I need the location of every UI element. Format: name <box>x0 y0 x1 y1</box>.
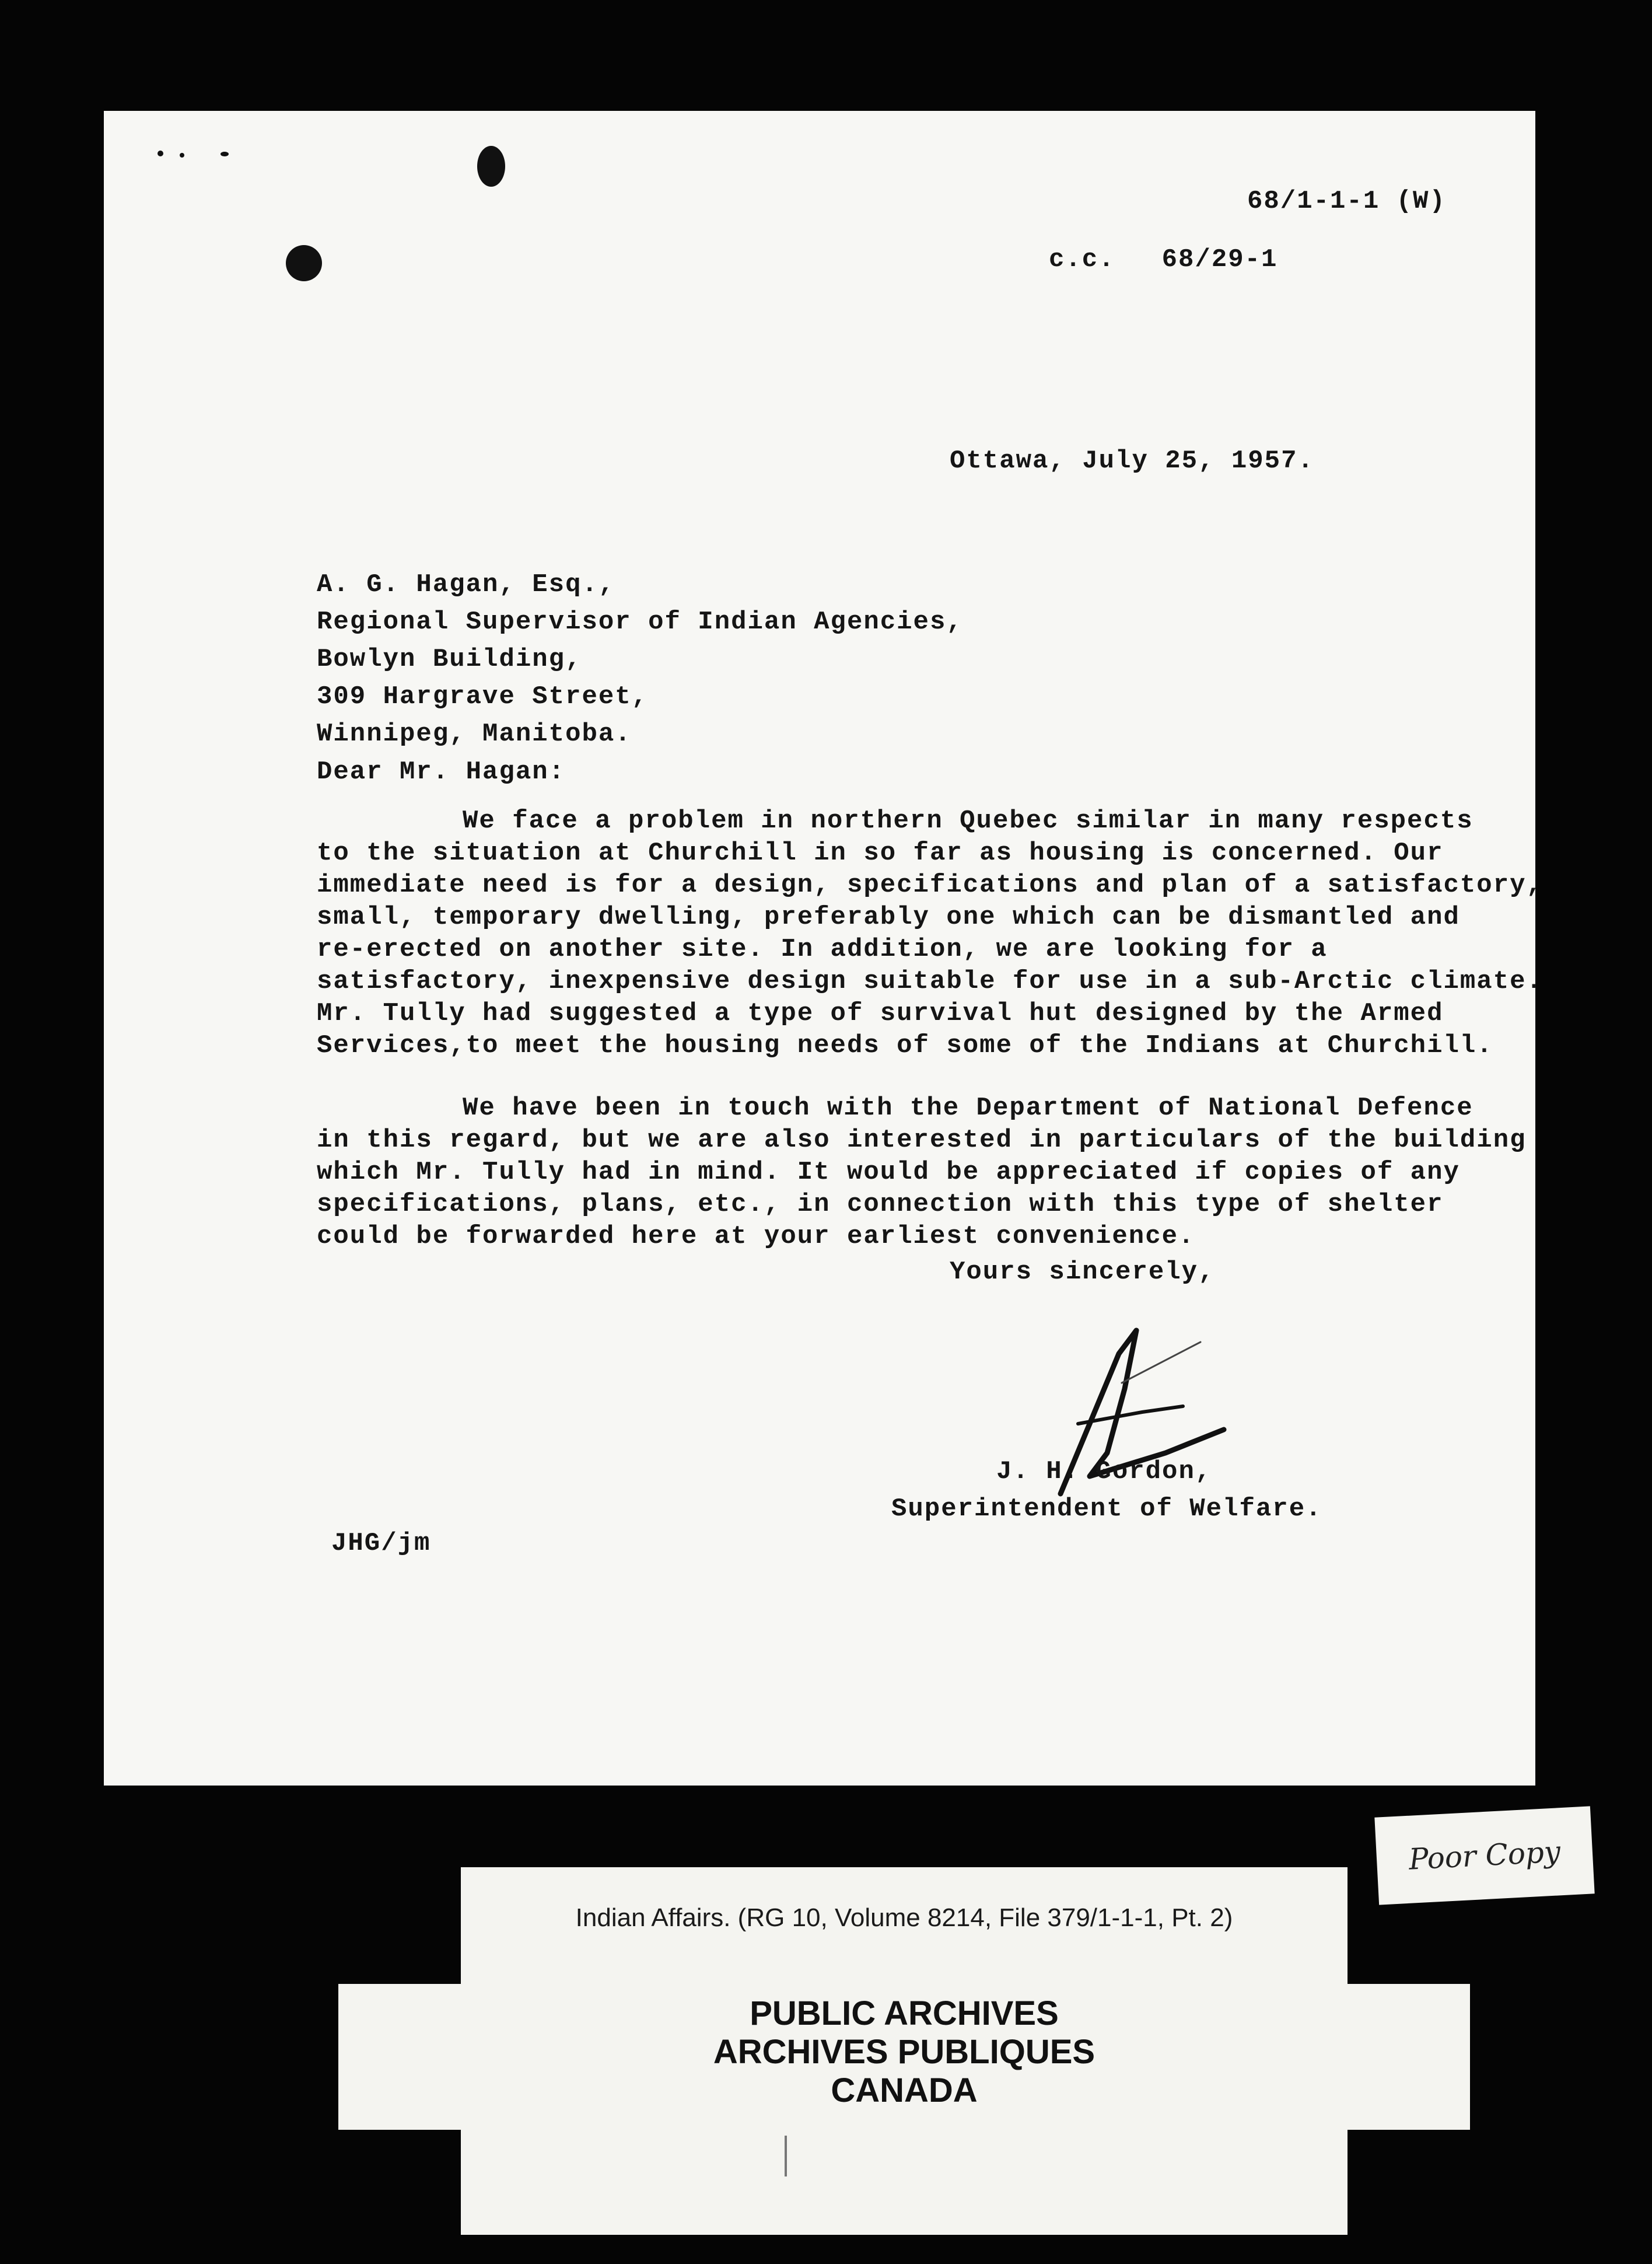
address-line: Winnipeg, Manitoba. <box>317 719 632 749</box>
body-line: Mr. Tully had suggested a type of survival hut designed by the Armed <box>317 999 1444 1028</box>
archive-stamp-line: PUBLIC ARCHIVES <box>750 1994 1059 2032</box>
cc-reference: 68/29-1 <box>1161 245 1278 274</box>
body-line: in this regard, but we are also interested in particulars of the building <box>317 1126 1527 1155</box>
signer-name: J. H. Gordon, <box>996 1457 1212 1486</box>
body-line: could be forwarded here at your earliest convenience. <box>317 1222 1195 1251</box>
body-line: which Mr. Tully had in mind. It would be appreciated if copies of any <box>317 1158 1460 1187</box>
punch-hole-mark <box>286 245 322 281</box>
body-line: small, temporary dwelling, preferably one which can be dismantled and <box>317 903 1460 932</box>
signature-block <box>891 1453 1322 1528</box>
cc-label: c.c. <box>1049 245 1115 274</box>
ink-speck <box>158 151 163 156</box>
signer-title: Superintendent of Welfare. <box>891 1494 1322 1524</box>
body-line: specifications, plans, etc., in connection with this type of shelter <box>317 1190 1444 1219</box>
body-line: Services,to meet the housing needs of some of the Indians at Churchill. <box>317 1031 1493 1060</box>
file-reference: 68/1-1-1 (W) <box>1247 187 1446 216</box>
body-line: We have been in touch with the Department of National Defence <box>463 1093 1474 1123</box>
archive-stamp-line: CANADA <box>831 2071 978 2109</box>
poor-copy-note: Poor Copy <box>1374 1806 1594 1905</box>
archive-caption: Indian Affairs. (RG 10, Volume 8214, File 379/1-1-1, Pt. 2) <box>575 1903 1233 1932</box>
typist-initials: JHG/jm <box>331 1529 431 1558</box>
body-line: immediate need is for a design, specifications and plan of a satisfactory, <box>317 871 1543 900</box>
recipient-address <box>317 566 963 753</box>
ink-speck <box>180 153 184 158</box>
body-line: We face a problem in northern Quebec similar in many respects <box>463 806 1474 836</box>
paragraph-1 <box>317 805 1543 1062</box>
paragraph-2 <box>317 1092 1527 1253</box>
ink-speck <box>220 152 229 156</box>
punch-hole-mark <box>477 146 505 187</box>
body-line: to the situation at Churchill in so far as housing is concerned. Our <box>317 838 1444 868</box>
address-line: 309 Hargrave Street, <box>317 682 649 711</box>
salutation: Dear Mr. Hagan: <box>317 757 566 787</box>
archive-stamp-line: ARCHIVES PUBLIQUES <box>713 2033 1096 2071</box>
place-and-date: Ottawa, July 25, 1957. <box>950 446 1314 476</box>
cc-reference-line <box>1049 245 1278 274</box>
body-line: re-erected on another site. In addition, we are looking for a <box>317 935 1328 964</box>
address-line: A. G. Hagan, Esq., <box>317 570 615 599</box>
address-line: Regional Supervisor of Indian Agencies, <box>317 607 963 637</box>
address-line: Bowlyn Building, <box>317 645 582 674</box>
closing: Yours sincerely, <box>950 1257 1215 1287</box>
letter-page <box>104 111 1543 1786</box>
letter-body <box>317 805 1543 1283</box>
film-scratch <box>785 2136 787 2176</box>
archive-stamp <box>338 1994 1470 2110</box>
body-line: satisfactory, inexpensive design suitable for use in a sub-Arctic climate. <box>317 967 1543 996</box>
